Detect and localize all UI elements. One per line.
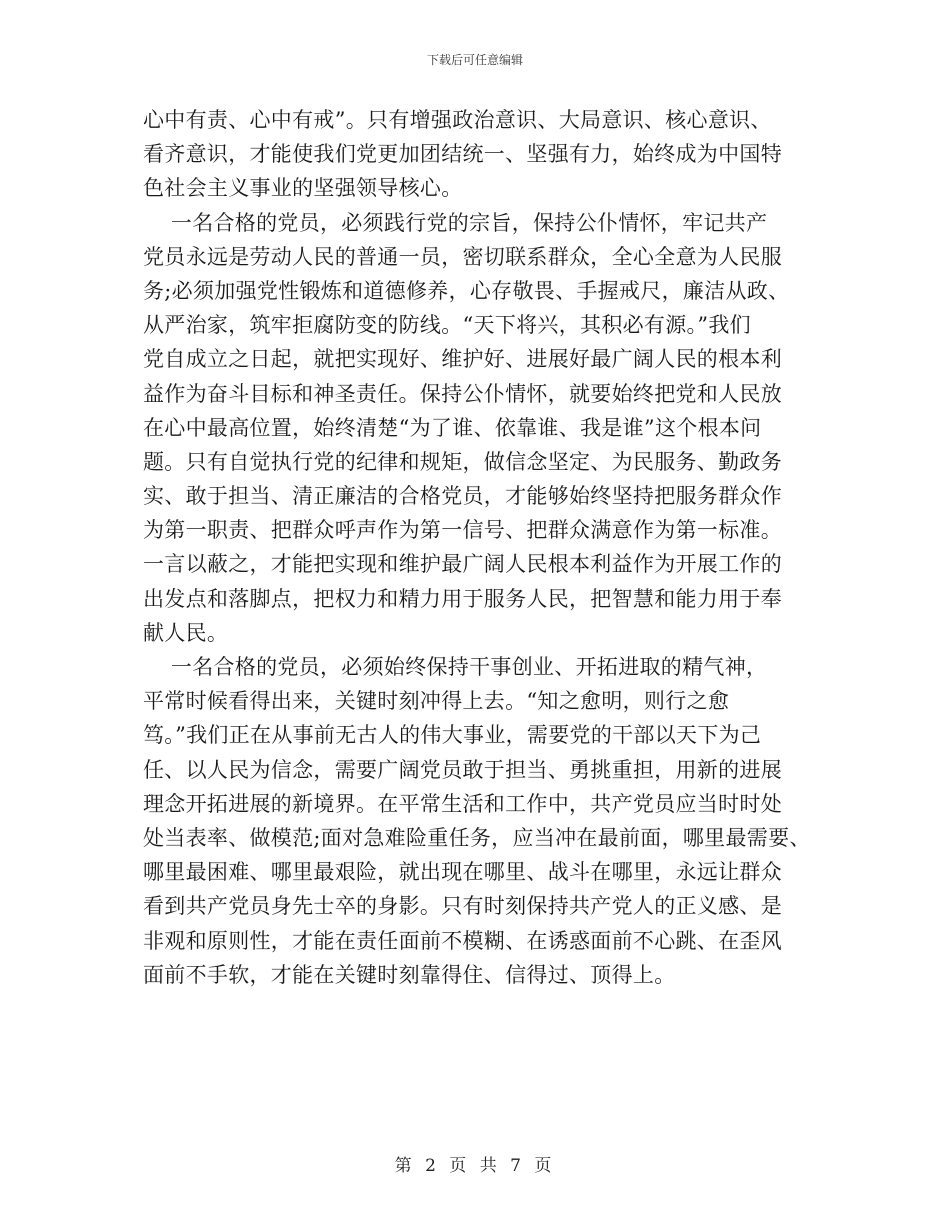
text-line: 哪里最困难、哪里最艰险，就出现在哪里、战斗在哪里，永远让群众 — [143, 860, 782, 885]
text-line: 实、敢于担当、清正廉洁的合格党员，才能够始终坚持把服务群众作 — [143, 484, 782, 509]
text-line: 一名合格的党员，必须践行党的宗旨，保持公仆情怀，牢记共产 — [143, 210, 768, 235]
text-line: 益作为奋斗目标和神圣责任。保持公仆情怀，就要始终把党和人民放 — [143, 381, 782, 406]
text-line: 一名合格的党员，必须始终保持干事创业、开拓进取的精气神， — [143, 655, 768, 679]
document-body — [143, 103, 833, 992]
text-line: 在心中最高位置，始终清楚“为了谁、依靠谁、我是谁”这个根本问 — [143, 415, 762, 440]
text-line: 色社会主义事业的坚强领导核心。 — [143, 176, 463, 201]
text-line: 面前不手软，才能在关键时刻靠得住、信得过、顶得上。 — [143, 962, 676, 987]
text-line: 为第一职责、把群众呼声作为第一信号、把群众满意作为第一标准。 — [143, 518, 782, 543]
text-line: 看齐意识，才能使我们党更加团结统一、坚强有力，始终成为中国特 — [143, 142, 782, 167]
page-footer: 第 2 页 共 7 页 — [394, 1156, 556, 1176]
text-line: 出发点和落脚点，把权力和精力用于服务人民，把智慧和能力用于奉 — [143, 586, 782, 611]
text-line: 献人民。 — [143, 620, 229, 645]
text-line: 平常时候看得出来，关键时刻冲得上去。“知之愈明，则行之愈 — [143, 689, 730, 714]
text-line: 党员永远是劳动人民的普通一员，密切联系群众，全心全意为人民服 — [143, 244, 782, 269]
text-line: 心中有责、心中有戒”。只有增强政治意识、大局意识、核心意识、 — [143, 108, 772, 132]
text-line: 从严治家，筑牢拒腐防变的防线。“天下将兴，其积必有源。”我们 — [143, 313, 751, 338]
text-line: 任、以人民为信念，需要广阔党员敢于担当、勇挑重担，用新的进展 — [143, 757, 782, 782]
text-line: 笃。”我们正在从事前无古人的伟大事业，需要党的干部以天下为己 — [143, 723, 762, 748]
text-line: 非观和原则性，才能在责任面前不模糊、在诱惑面前不心跳、在歪风 — [143, 928, 782, 953]
text-line: 看到共产党员身先士卒的身影。只有时刻保持共产党人的正义感、是 — [143, 894, 782, 919]
text-line: 一言以蔽之，才能把实现和维护最广阔人民根本利益作为开展工作的 — [143, 552, 782, 577]
text-line: 题。只有自觉执行党的纪律和规矩，做信念坚定、为民服务、勤政务 — [143, 449, 782, 474]
text-line: 党自成立之日起，就把实现好、维护好、进展好最广阔人民的根本利 — [143, 347, 782, 372]
text-line: 理念开拓进展的新境界。在平常生活和工作中，共产党员应当时时处 — [143, 791, 782, 816]
text-line: 务;必须加强党性锻炼和道德修养，心存敬畏、手握戒尺，廉洁从政、 — [143, 278, 790, 303]
text-line: 处当表率、做模范;面对急难险重任务，应当冲在最前面，哪里最需要、 — [143, 825, 811, 850]
page-header: 下载后可任意编辑 — [426, 53, 523, 67]
